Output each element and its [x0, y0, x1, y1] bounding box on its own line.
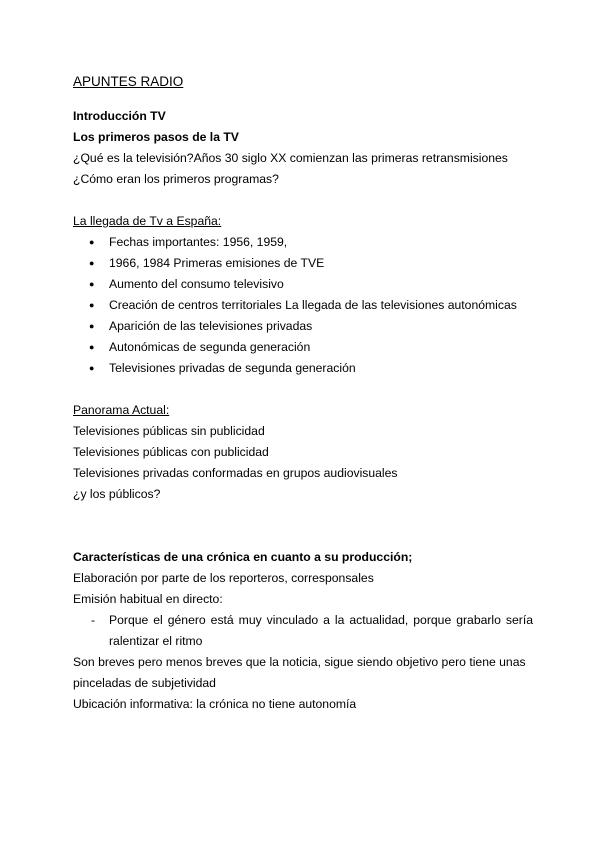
question-line: ¿Cómo eran los primeros programas? — [73, 172, 279, 186]
spacer — [73, 526, 533, 547]
llegada-list — [73, 232, 533, 379]
question-line: ¿Qué es la televisión?Años 30 siglo XX comienzan las primeras retransmisiones — [73, 151, 508, 165]
panorama-line: Televisiones públicas sin publicidad — [73, 424, 265, 438]
panorama-heading: Panorama Actual: — [73, 403, 170, 417]
list-item: ● Fechas importantes: 1956, 1959, — [73, 232, 533, 253]
list-item: ● Creación de centros territoriales La llegada de las televisiones autonómicas — [73, 295, 533, 316]
panorama-line: ¿y los públicos? — [73, 487, 161, 501]
panorama-line: Televisiones públicas con publicidad — [73, 445, 269, 459]
document-body — [73, 72, 533, 715]
first-steps-heading: Los primeros pasos de la TV — [73, 130, 239, 144]
cronica-heading: Características de una crónica en cuanto a su producción; — [73, 550, 413, 564]
cronica-line: Emisión habitual en directo: — [73, 592, 223, 606]
spacer — [73, 505, 533, 526]
cronica-line: Ubicación informativa: la crónica no tiene autonomía — [73, 697, 357, 711]
list-item: ● 1966, 1984 Primeras emisiones de TVE — [73, 253, 533, 274]
spacer — [73, 190, 533, 211]
llegada-heading: La llegada de Tv a España: — [73, 214, 222, 228]
list-item: - Porque el género está muy vinculado a la actualidad, porque grabarlo sería ralentizar el ritmo — [73, 610, 533, 652]
cronica-paragraph: Son breves pero menos breves que la noticia, sigue siendo objetivo pero tiene unas pinceladas de subjetividad — [73, 655, 526, 690]
spacer — [73, 379, 533, 400]
intro-heading: Introducción TV — [73, 109, 166, 123]
list-item: ● Autonómicas de segunda generación — [73, 337, 533, 358]
cronica-dash-list — [73, 610, 533, 652]
list-item: ● Aumento del consumo televisivo — [73, 274, 533, 295]
panorama-line: Televisiones privadas conformadas en grupos audiovisuales — [73, 466, 398, 480]
list-item: ● Aparición de las televisiones privadas — [73, 316, 533, 337]
document-title: APUNTES RADIO — [73, 74, 184, 89]
list-item: ● Televisiones privadas de segunda generación — [73, 358, 533, 379]
cronica-line: Elaboración por parte de los reporteros, corresponsales — [73, 571, 374, 585]
